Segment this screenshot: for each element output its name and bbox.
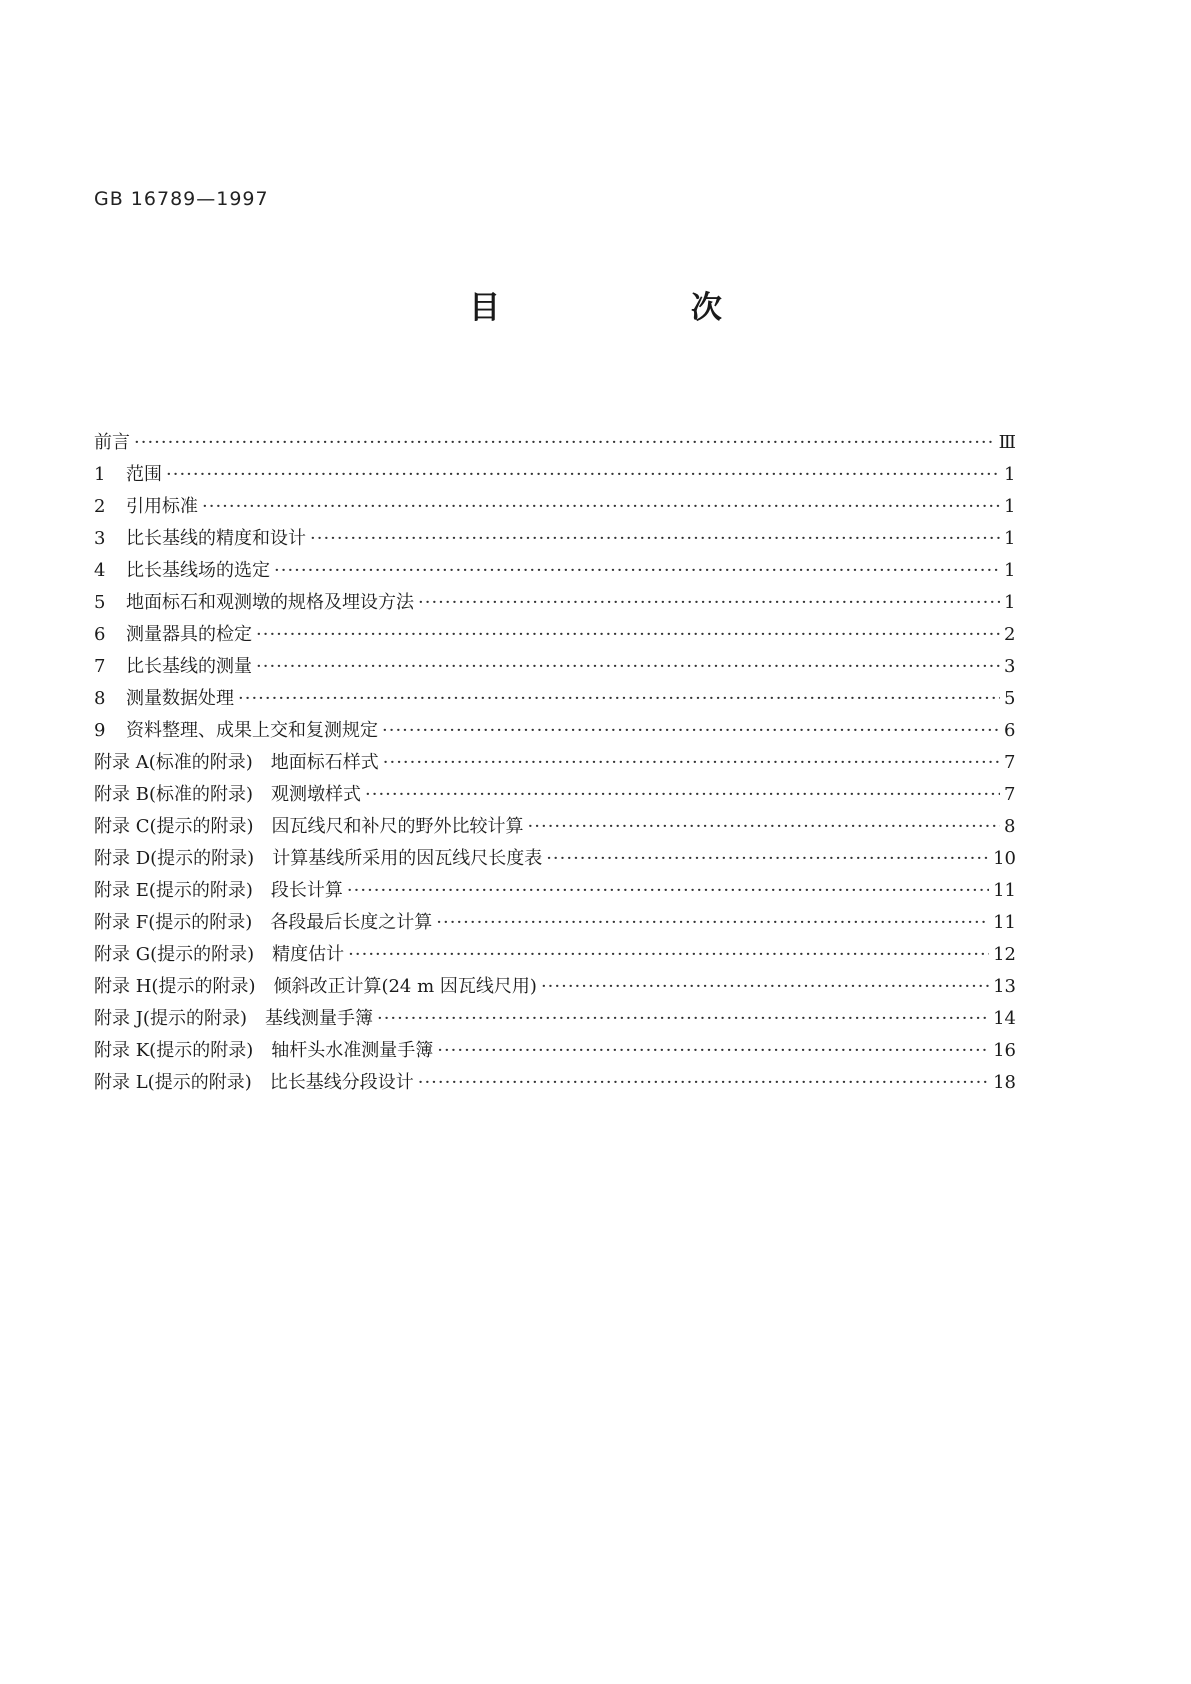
toc-entry-title: 附录 G(提示的附录) 精度估计 xyxy=(94,944,345,965)
toc-entry[interactable] xyxy=(94,843,1016,875)
toc-leader-dots xyxy=(348,939,989,971)
toc-entry-title: 前言 xyxy=(94,432,130,453)
toc-entry-title: 比长基线场的选定 xyxy=(126,560,270,581)
toc-entry-page: 6 xyxy=(1004,720,1016,741)
toc-leader-dots xyxy=(382,715,1000,747)
toc-entry[interactable] xyxy=(94,459,1016,491)
toc-entry-page: 1 xyxy=(1004,560,1016,581)
toc-entry-title: 比长基线的精度和设计 xyxy=(126,528,306,549)
toc-entry-page: 11 xyxy=(993,880,1016,901)
toc-entry-page: 1 xyxy=(1004,496,1016,517)
toc-entry-number: 2 xyxy=(94,496,106,517)
toc-leader-dots xyxy=(377,1003,989,1035)
toc-entry[interactable] xyxy=(94,523,1016,555)
toc-entry-page: 14 xyxy=(993,1008,1016,1029)
toc-leader-dots xyxy=(418,587,1000,619)
toc-entry-page: 1 xyxy=(1004,592,1016,613)
toc-entry-title: 测量数据处理 xyxy=(126,688,234,709)
toc-leader-dots xyxy=(528,811,1000,843)
toc-entry-page: 7 xyxy=(1004,784,1016,805)
toc-entry[interactable] xyxy=(94,619,1016,651)
toc-leader-dots xyxy=(383,747,1000,779)
toc-leader-dots xyxy=(437,1035,989,1067)
toc-leader-dots xyxy=(310,523,1000,555)
toc-entry[interactable] xyxy=(94,651,1016,683)
toc-entry[interactable] xyxy=(94,811,1016,843)
page-title: 目 次 xyxy=(469,290,812,326)
toc-entry-page: 8 xyxy=(1004,816,1016,837)
toc-entry[interactable] xyxy=(94,491,1016,523)
toc-entry[interactable] xyxy=(94,683,1016,715)
toc-entry-page: 3 xyxy=(1004,656,1016,677)
toc-entry[interactable] xyxy=(94,939,1016,971)
toc-leader-dots xyxy=(274,555,1000,587)
toc-entry-title: 引用标准 xyxy=(126,496,198,517)
toc-entry-number: 9 xyxy=(94,720,106,741)
toc-entry[interactable] xyxy=(94,587,1016,619)
toc-leader-dots xyxy=(436,907,989,939)
toc-entry-title: 资料整理、成果上交和复测规定 xyxy=(126,720,378,741)
toc-entry[interactable] xyxy=(94,715,1016,747)
toc-entry-title: 附录 A(标准的附录) 地面标石样式 xyxy=(94,752,379,773)
toc-entry[interactable] xyxy=(94,1067,1016,1099)
toc-entry-title: 比长基线的测量 xyxy=(126,656,252,677)
toc-entry[interactable] xyxy=(94,875,1016,907)
toc-entry-page: 1 xyxy=(1004,528,1016,549)
toc-leader-dots xyxy=(365,779,1000,811)
toc-entry-title: 附录 B(标准的附录) 观测墩样式 xyxy=(94,784,361,805)
toc-entry[interactable] xyxy=(94,971,1016,1003)
toc-entry-number: 4 xyxy=(94,560,106,581)
toc-entry-page: 7 xyxy=(1004,752,1016,773)
toc-entry-title: 附录 F(提示的附录) 各段最后长度之计算 xyxy=(94,912,433,933)
toc-entry-title: 附录 K(提示的附录) 轴杆头水准测量手簿 xyxy=(94,1040,434,1061)
toc-entry-title: 附录 J(提示的附录) 基线测量手簿 xyxy=(94,1008,373,1029)
toc-entry-number: 6 xyxy=(94,624,106,645)
toc-entry-page: 12 xyxy=(993,944,1016,965)
toc-entry-page: 5 xyxy=(1004,688,1016,709)
toc-entry[interactable] xyxy=(94,1003,1016,1035)
toc-entry-page: 10 xyxy=(993,848,1016,869)
toc-entry-number: 5 xyxy=(94,592,106,613)
toc-entry-number: 1 xyxy=(94,464,106,485)
toc-leader-dots xyxy=(418,1067,989,1099)
toc-entry-page: 16 xyxy=(993,1040,1016,1061)
toc-leader-dots xyxy=(541,971,989,1003)
toc-entry[interactable] xyxy=(94,907,1016,939)
toc-entry-page: 11 xyxy=(993,912,1016,933)
toc-leader-dots xyxy=(202,491,1000,523)
toc-entry-page: 1 xyxy=(1004,464,1016,485)
toc-entry-title: 范围 xyxy=(126,464,162,485)
toc-entry-title: 附录 C(提示的附录) 因瓦线尺和补尺的野外比较计算 xyxy=(94,816,524,837)
toc-entry-page: Ⅲ xyxy=(998,432,1016,453)
toc-leader-dots xyxy=(347,875,989,907)
toc-entry-title: 附录 H(提示的附录) 倾斜改正计算(24 m 因瓦线尺用) xyxy=(94,976,537,997)
toc-leader-dots xyxy=(256,619,1000,651)
toc-leader-dots xyxy=(166,459,1000,491)
toc-leader-dots xyxy=(546,843,989,875)
table-of-contents xyxy=(94,427,1016,1099)
toc-entry-title: 测量器具的检定 xyxy=(126,624,252,645)
toc-entry-page: 2 xyxy=(1004,624,1016,645)
document-code: GB 16789—1997 xyxy=(94,188,269,210)
toc-leader-dots xyxy=(134,427,995,459)
toc-entry-number: 3 xyxy=(94,528,106,549)
toc-entry[interactable] xyxy=(94,427,1016,459)
toc-entry[interactable] xyxy=(94,555,1016,587)
toc-entry-title: 附录 D(提示的附录) 计算基线所采用的因瓦线尺长度表 xyxy=(94,848,543,869)
toc-entry-number: 8 xyxy=(94,688,106,709)
toc-leader-dots xyxy=(256,651,1000,683)
toc-entry-page: 18 xyxy=(993,1072,1016,1093)
toc-entry-number: 7 xyxy=(94,656,106,677)
toc-entry[interactable] xyxy=(94,779,1016,811)
toc-leader-dots xyxy=(238,683,1000,715)
toc-entry-page: 13 xyxy=(993,976,1016,997)
toc-entry-title: 附录 L(提示的附录) 比长基线分段设计 xyxy=(94,1072,414,1093)
toc-entry-title: 地面标石和观测墩的规格及埋设方法 xyxy=(126,592,414,613)
toc-entry[interactable] xyxy=(94,747,1016,779)
toc-entry-title: 附录 E(提示的附录) 段长计算 xyxy=(94,880,343,901)
toc-entry[interactable] xyxy=(94,1035,1016,1067)
